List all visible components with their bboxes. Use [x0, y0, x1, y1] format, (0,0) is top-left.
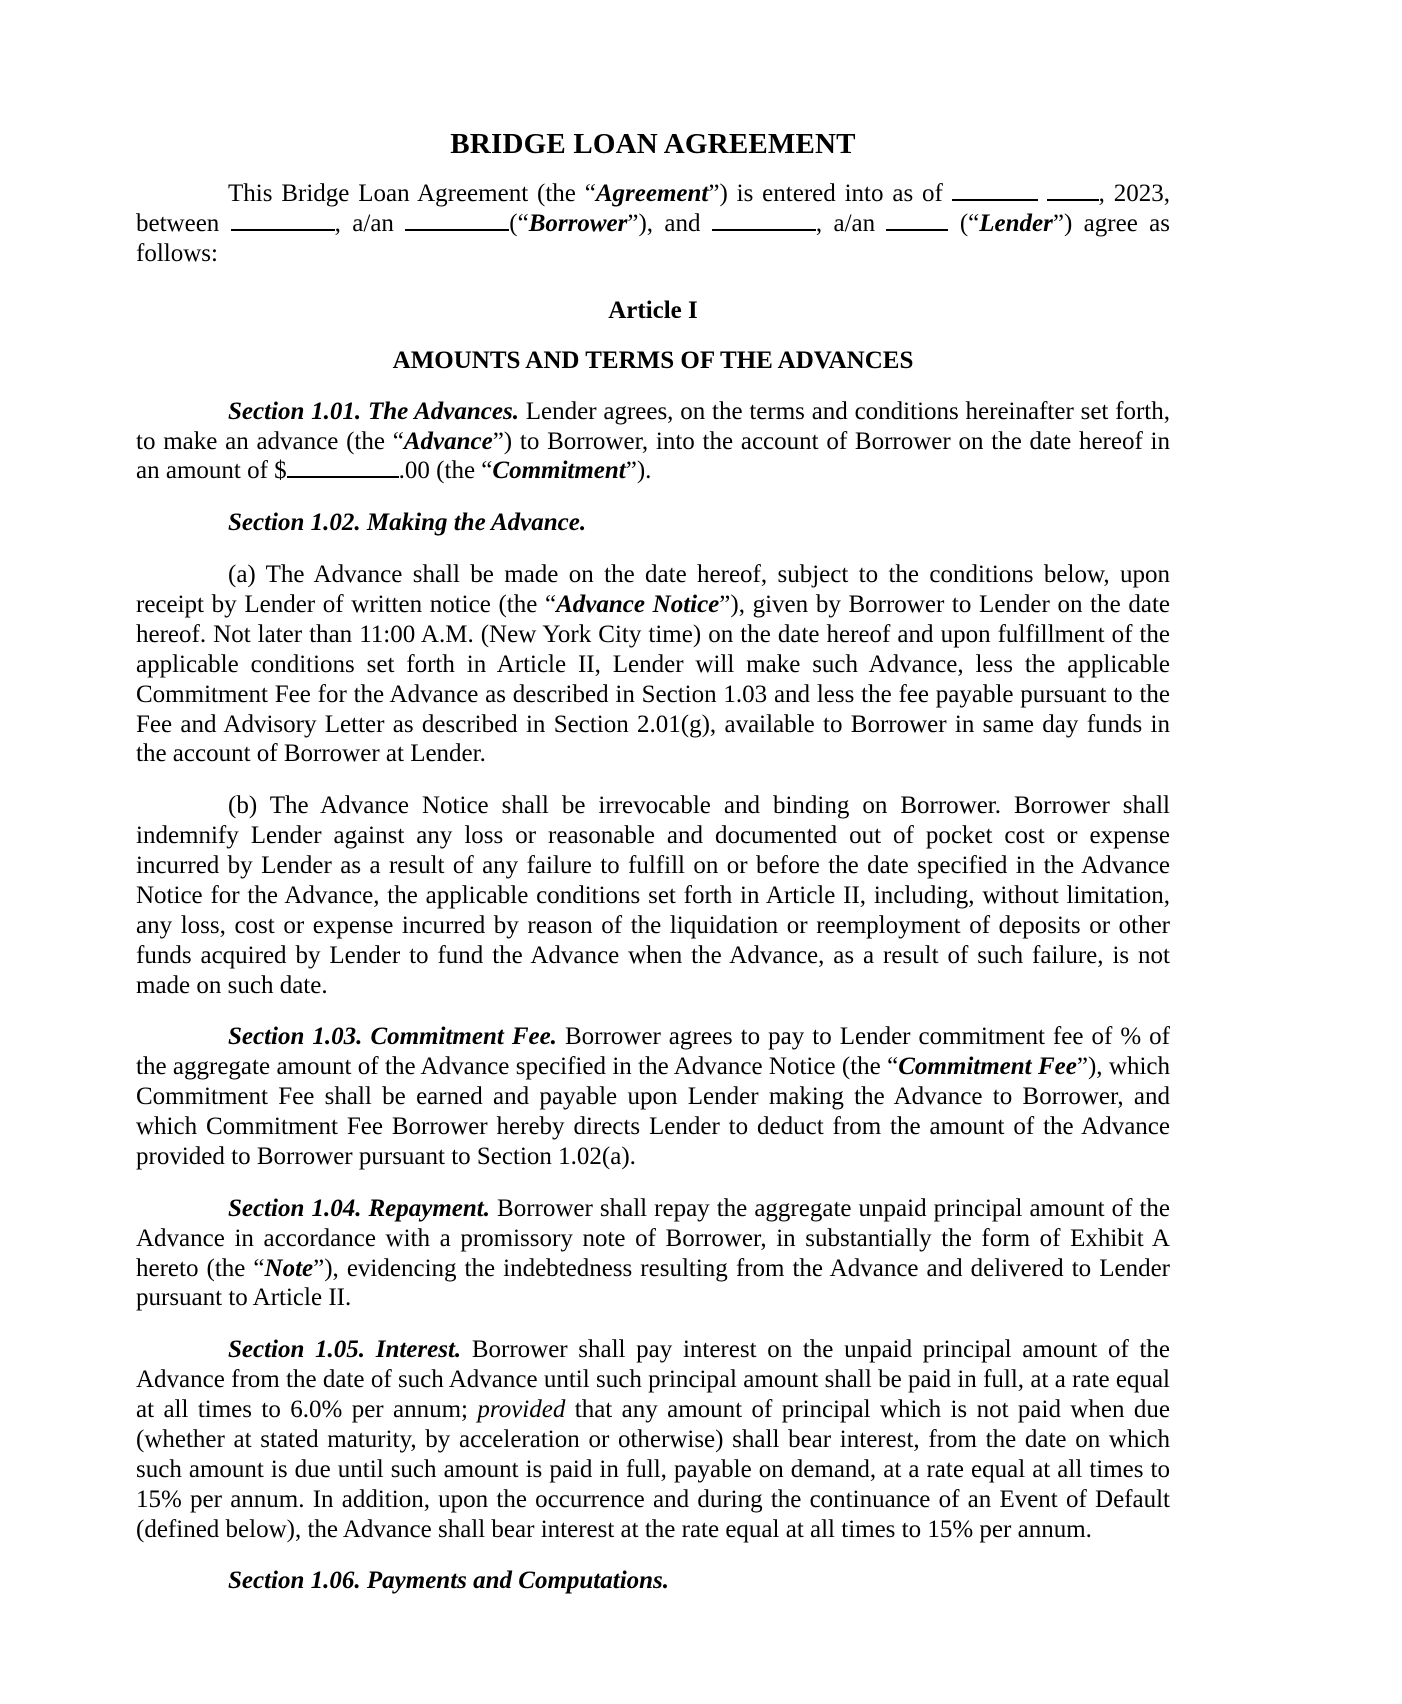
section-1-03-text-3: ”), which Commitment Fee shall be earned and payable upon Lender making the Advance to Borrower, and which Commitment Fee Borrower hereby directs Lender to deduct from the amount of the Advance provided to Borrower pursuant to Section 1.02(a).	[136, 1053, 1170, 1170]
term-advance-notice: Advance Notice	[556, 591, 720, 618]
preamble-after-borrower: ”), and	[627, 209, 712, 237]
preamble-year: , 2023, between	[136, 180, 1171, 237]
term-lender: Lender	[979, 209, 1053, 237]
page-title: BRIDGE LOAN AGREEMENT	[450, 128, 856, 160]
term-agreement: Agreement	[595, 180, 709, 207]
section-1-04	[136, 1194, 1170, 1314]
section-1-05	[136, 1335, 1170, 1544]
para-a-text-2: ”), given by Borrower to Lender on the date hereof. Not later than 11:00 A.M. (New York City time) on the date hereof and upon fulfillment of the applicable conditions set forth in Article II, Lender will make such Advance, less the applicable Commitment Fee for the Advance as described in Section 1.03 and less the fee payable pursuant to the Fee and Advisory Letter as described in Section 2.01(g), available to Borrower in same day funds in the account of Borrower at Lender.	[136, 591, 1170, 768]
article-heading: AMOUNTS AND TERMS OF THE ADVANCES	[392, 346, 914, 374]
term-commitment: Commitment	[492, 457, 626, 485]
section-1-01-text-2: ”) to Borrower, into the account of Borrower on the date hereof in an amount of $	[136, 427, 1170, 485]
preamble-lender-entity-lead: , a/an	[815, 209, 887, 237]
preamble-after-agreement: ”) is entered into as of	[708, 180, 952, 207]
section-1-01-text-4: ”).	[625, 457, 652, 485]
lender-entity-blank	[886, 229, 948, 231]
section-1-04-text-2: ”), evidencing the indebtedness resulting from the Advance and delivered to Lender pursuant to Article II.	[136, 1254, 1170, 1312]
section-1-04-heading: Section 1.04. Repayment.	[228, 1194, 490, 1222]
term-commitment-fee: Commitment Fee	[898, 1053, 1077, 1081]
section-1-01	[136, 397, 1170, 487]
section-1-03-text-2: of the aggregate amount of the Advance specified in the Advance Notice (the “	[136, 1023, 1171, 1081]
section-1-01-text-1: Lender agrees, on the terms and conditions hereinafter set forth, to make an advance (the “	[136, 397, 1170, 455]
section-1-03	[136, 1022, 1170, 1171]
preamble-after-lender: ”) agree as follows:	[136, 209, 1170, 267]
commitment-fee-percent: %	[1120, 1023, 1142, 1051]
section-1-01-heading: Section 1.01. The Advances.	[228, 397, 519, 425]
section-1-01-text-3: .00 (the “	[398, 457, 493, 485]
section-1-02-para-a	[136, 560, 1170, 769]
date-blank-2	[1047, 199, 1099, 201]
section-1-05-heading: Section 1.05. Interest.	[228, 1336, 462, 1364]
preamble-paragraph: This Bridge Loan Agreement (the “Agreement”) is entered into as of , 2023, between , a/an (“Borrower”), and , a/an (“Lender”) agree as follows:	[136, 180, 1171, 267]
term-advance: Advance	[403, 427, 493, 455]
term-note: Note	[264, 1254, 314, 1282]
section-1-05-text-2: that any amount of principal which is not paid when due (whether at stated maturity, by acceleration or otherwise) shall bear interest, from the date on which such amount is due until such amount is paid in full, payable on demand, at a rate equal at all times to 15% per annum. In addition, upon the occurrence and during the continuance of an Event of Default (defined below), the Advance shall bear interest at the rate equal at all times to 15% per annum.	[136, 1396, 1170, 1543]
section-1-03-heading: Section 1.03. Commitment Fee.	[228, 1023, 557, 1051]
section-1-04-text-1: Borrower shall repay the aggregate unpaid principal amount of the Advance in accordance with a promissory note of Borrower, in substantially the form of Exhibit A hereto (the “	[136, 1194, 1170, 1282]
section-1-02-para-b	[136, 791, 1170, 1000]
borrower-entity-blank	[405, 229, 509, 231]
preamble-borrower-entity-lead: , a/an	[334, 209, 406, 237]
commitment-amount-blank	[287, 476, 399, 478]
preamble-lead: This Bridge Loan Agreement (the “	[228, 180, 596, 207]
term-provided: provided	[477, 1396, 566, 1423]
section-1-06-heading: Section 1.06. Payments and Computations.	[228, 1567, 670, 1595]
article-number: Article I	[608, 296, 698, 324]
para-b-text: (b) The Advance Notice shall be irrevocable and binding on Borrower. Borrower shall indemnify Lender against any loss or reasonable and documented out of pocket cost or expense incurred by Lender as a result of any failure to fulfill on or before the date specified in the Advance Notice for the Advance, the applicable conditions set forth in Article II, including, without limitation, any loss, cost or expense incurred by reason of the liquidation or reemployment of deposits or other funds acquired by Lender to fund the Advance when the Advance, as a result of such failure, is not made on such date.	[136, 792, 1170, 999]
term-borrower: Borrower	[528, 209, 628, 237]
section-1-02-heading: Section 1.02. Making the Advance.	[228, 509, 587, 537]
lender-name-blank	[712, 229, 816, 231]
section-1-03-text-1: Borrower agrees to pay to Lender commitment fee of	[556, 1023, 1121, 1051]
date-blank-1	[952, 199, 1038, 201]
para-a-text-1: (a) The Advance shall be made on the date hereof, subject to the conditions below, upon receipt by Lender of written notice (the “	[136, 561, 1170, 618]
section-1-05-text-1: Borrower shall pay interest on the unpaid principal amount of the Advance from the date of such Advance until such principal amount shall be paid in full, at a rate equal at all times to 6.0% per annum;	[136, 1336, 1170, 1423]
borrower-name-blank	[231, 229, 335, 231]
